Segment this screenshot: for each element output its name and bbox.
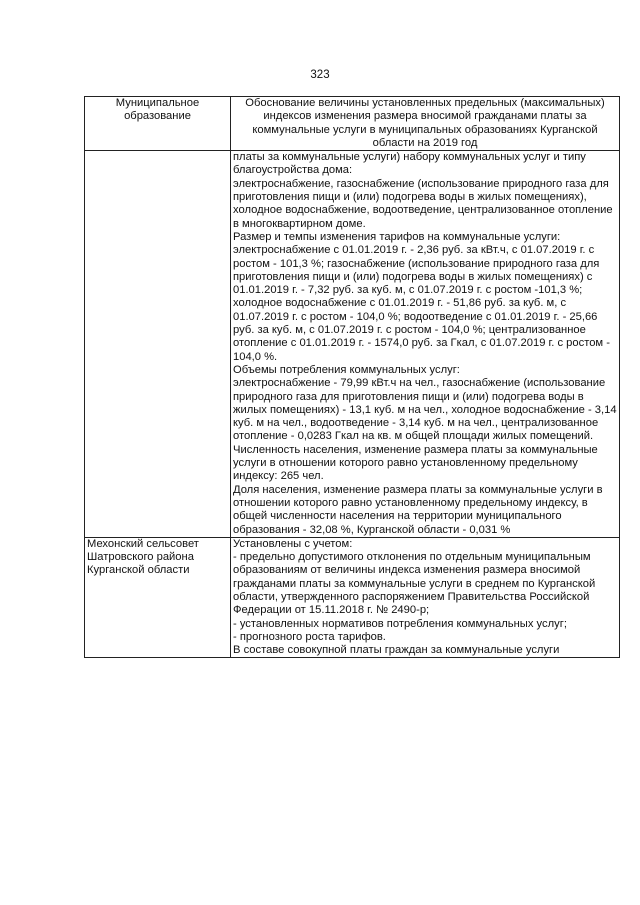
table-header-row (85, 97, 620, 151)
header-justification: Обоснование величины установленных предельных (максимальных) индексов изменения размера вносимой гражданами платы за коммунальные услуги в муниципальных образованиях Курганской области на 2019 год (231, 97, 620, 151)
paragraph: - прогнозного роста тарифов. (233, 630, 386, 643)
paragraph: Доля населения, изменение размера платы за коммунальные услуги в отношении которого равно установленному предельному индексу, в общей численности населения на территории муниципального образования - 32,08 %, Курганской области - 0,031 % (233, 483, 603, 536)
cell-justification (231, 537, 620, 658)
paragraph: электроснабжение - 79,99 кВт.ч на чел., газоснабжение (использование природного газа для приготовления пищи и (или) подогрева воды в жилых помещениях) - 13,1 куб. м на чел., холодное водоснабжение - 3,14 куб. м на чел., водоотведение - 3,14 куб. м на чел., централизованное отопление - 0,0283 Гкал на кв. м общей площади жилых помещений. (233, 377, 617, 443)
cell-municipality (85, 151, 231, 538)
paragraph: электроснабжение, газоснабжение (использование природного газа для приготовления пищи и (или) подогрева воды в жилых помещениях), холодное водоснабжение, водоотведение, централизованное отопление в многоквартирном доме. (233, 177, 613, 230)
paragraph: В составе совокупной платы граждан за коммунальные услуги (233, 644, 560, 657)
paragraph: - предельно допустимого отклонения по отдельным муниципальным образованиям от величины индекса изменения размера вносимой гражданами платы за коммунальные услуги в среднем по Курганской области, утвержденного распоряжением Правительства Российской Федерации от 15.11.2018 г. № 2490-р; (233, 551, 596, 617)
paragraph: Объемы потребления коммунальных услуг: (233, 363, 460, 376)
cell-municipality: Мехонский сельсовет Шатровского района Курганской области (85, 537, 231, 658)
table-row (85, 537, 620, 658)
paragraph: платы за коммунальные услуги) набору коммунальных услуг и типу благоустройства дома: (233, 151, 586, 177)
paragraph: Размер и темпы изменения тарифов на коммунальные услуги: (233, 230, 561, 243)
page-number: 323 (310, 69, 330, 81)
header-municipality: Муниципальное образование (85, 97, 231, 151)
paragraph: - установленных нормативов потребления коммунальных услуг; (233, 617, 567, 630)
cell-justification (231, 151, 620, 538)
table-row (85, 151, 620, 538)
paragraph: Численность населения, изменение размера платы за коммунальные услуги в отношении которого равно установленному предельному индексу: 265 чел. (233, 443, 598, 483)
justification-table (84, 96, 620, 658)
paragraph: Установлены с учетом: (233, 537, 353, 550)
paragraph: электроснабжение с 01.01.2019 г. - 2,36 руб. за кВт.ч, с 01.07.2019 г. с ростом - 101,3 %; газоснабжение (использование природного газа для приготовления пищи и (или) подогрева воды в жилых помещениях) с 01.01.2019 г. - 7,32 руб. за куб. м, с 01.07.2019 г. с ростом -101,3 %; холодное водоснабжение с 01.01.2019 г. - 51,86 руб. за куб. м, с 01.07.2019 г. с ростом - 104,0 %; водоотведение с 01.01.2019 г. - 25,66 руб. за куб. м, с 01.07.2019 г. с ростом - 104,0 %; централизованное отопление с 01.01.2019 г. - 1574,0 руб. за Гкал, с 01.07.2019 г. с ростом - 104,0 %. (233, 244, 610, 363)
